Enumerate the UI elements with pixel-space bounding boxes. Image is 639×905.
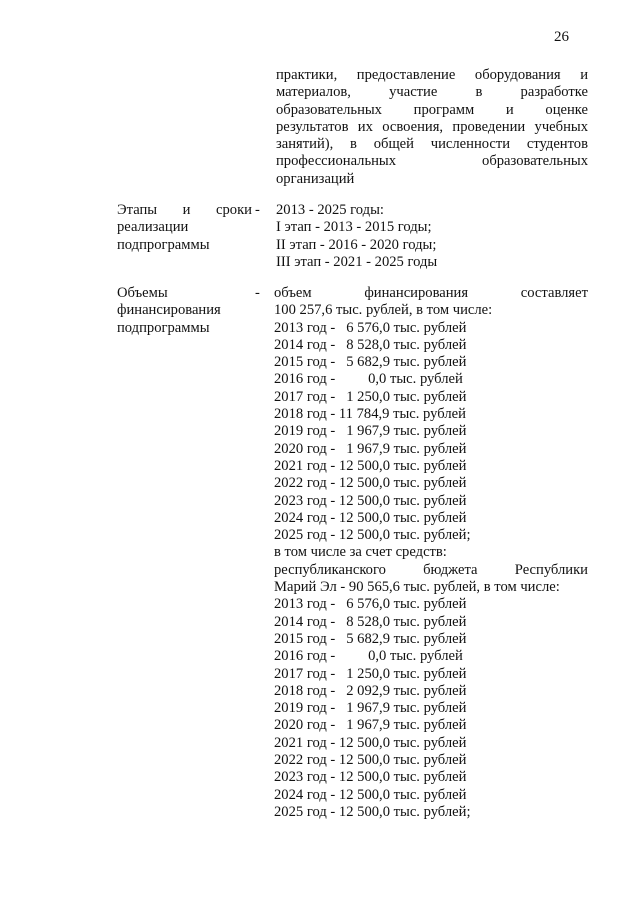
year-row: 2013 год - 6 576,0 тыс. рублей	[274, 319, 467, 336]
republic-budget-line: Марий Эл - 90 565,6 тыс. рублей, в том числе:	[274, 579, 560, 596]
stages-dash: -	[255, 202, 260, 218]
year-row: 2021 год - 12 500,0 тыс. рублей	[274, 734, 467, 751]
financing-total-line: объем финансирования составляет	[274, 285, 588, 301]
label-line: реализации	[117, 219, 189, 236]
republic-budget-line: республиканского бюджета Республики	[274, 561, 588, 578]
label-line: подпрограммы	[117, 319, 210, 336]
stages-value	[276, 202, 588, 271]
financing-label	[117, 285, 263, 337]
page-number: 26	[554, 29, 569, 45]
sources-intro: в том числе за счет средств:	[274, 544, 447, 561]
year-row: 2020 год - 1 967,9 тыс. рублей	[274, 440, 467, 457]
year-row: 2019 год - 1 967,9 тыс. рублей	[274, 423, 467, 440]
stage-line: III этап - 2021 - 2025 годы	[276, 253, 438, 270]
label-line: Этапы и сроки	[117, 202, 252, 218]
text-line: материалов, участие в разработке	[276, 84, 588, 101]
year-row: 2023 год - 12 500,0 тыс. рублей	[274, 492, 467, 509]
year-row: 2024 год - 12 500,0 тыс. рублей	[274, 786, 467, 803]
year-row: 2019 год - 1 967,9 тыс. рублей	[274, 700, 467, 717]
label-line: Объемы	[117, 285, 168, 301]
year-row: 2014 год - 8 528,0 тыс. рублей	[274, 336, 467, 353]
year-row: 2016 год - 0,0 тыс. рублей	[274, 648, 463, 665]
text-line: организаций	[276, 170, 355, 187]
text-line: образовательных программ и оценке	[276, 101, 588, 118]
year-row: 2013 год - 6 576,0 тыс. рублей	[274, 596, 467, 613]
stages-label	[117, 202, 263, 254]
label-line: финансирования	[117, 302, 221, 319]
year-row: 2022 год - 12 500,0 тыс. рублей	[274, 752, 467, 769]
financing-total-line: 100 257,6 тыс. рублей, в том числе:	[274, 302, 493, 319]
text-line: профессиональных образовательных	[276, 153, 588, 170]
intro-continuation-text	[276, 67, 588, 188]
year-row: 2024 год - 12 500,0 тыс. рублей	[274, 509, 467, 526]
year-row: 2017 год - 1 250,0 тыс. рублей	[274, 388, 467, 405]
year-row: 2023 год - 12 500,0 тыс. рублей	[274, 769, 467, 786]
text-line: занятий), в общей численности студентов	[276, 136, 588, 153]
year-row: 2025 год - 12 500,0 тыс. рублей;	[274, 803, 471, 820]
text-line: результатов их освоения, проведении учебных	[276, 118, 588, 135]
year-row: 2018 год - 2 092,9 тыс. рублей	[274, 682, 467, 699]
stage-line: I этап - 2013 - 2015 годы;	[276, 219, 432, 236]
year-row: 2021 год - 12 500,0 тыс. рублей	[274, 457, 467, 474]
label-line: подпрограммы	[117, 236, 210, 253]
total-by-year-list	[274, 320, 588, 545]
year-row: 2017 год - 1 250,0 тыс. рублей	[274, 665, 467, 682]
year-row: 2018 год - 11 784,9 тыс. рублей	[274, 406, 466, 423]
financing-value	[274, 285, 588, 821]
year-row: 2025 год - 12 500,0 тыс. рублей;	[274, 527, 471, 544]
year-row: 2020 год - 1 967,9 тыс. рублей	[274, 717, 467, 734]
year-row: 2016 год - 0,0 тыс. рублей	[274, 371, 463, 388]
year-row: 2014 год - 8 528,0 тыс. рублей	[274, 613, 467, 630]
stage-line: II этап - 2016 - 2020 годы;	[276, 236, 437, 253]
text-line: практики, предоставление оборудования и	[276, 67, 588, 83]
year-row: 2015 год - 5 682,9 тыс. рублей	[274, 630, 467, 647]
year-row: 2015 год - 5 682,9 тыс. рублей	[274, 354, 467, 371]
year-row: 2022 год - 12 500,0 тыс. рублей	[274, 475, 467, 492]
republic-by-year-list	[274, 596, 588, 821]
stage-line: 2013 - 2025 годы:	[276, 202, 384, 218]
financing-dash: -	[255, 285, 260, 301]
